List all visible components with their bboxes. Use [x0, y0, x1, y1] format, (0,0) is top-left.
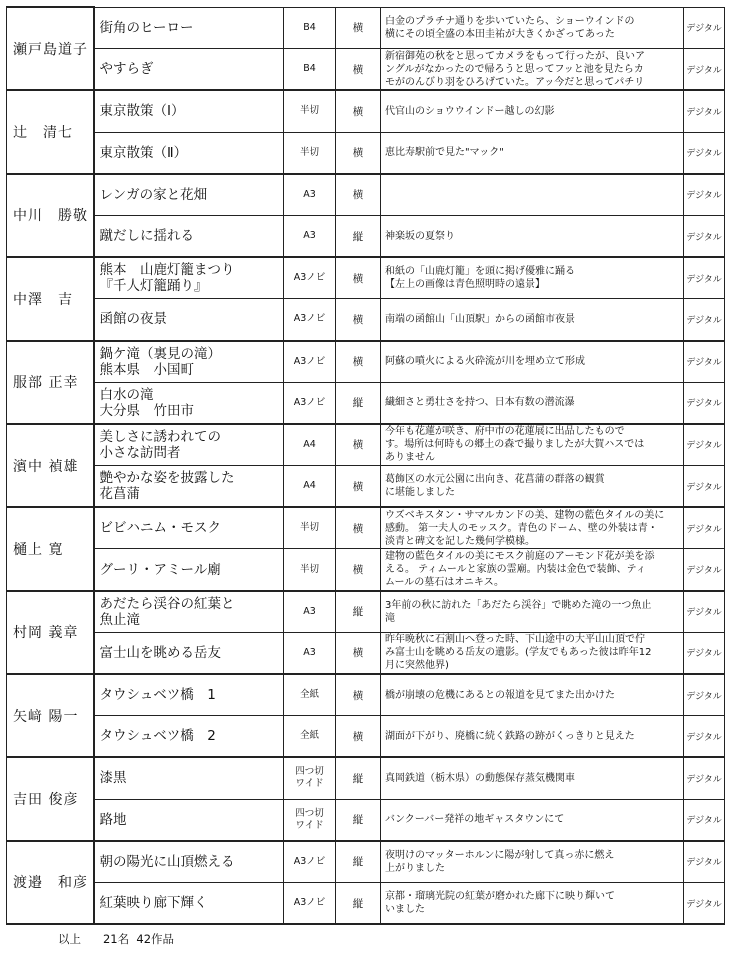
work-title [94, 257, 284, 299]
work-row [7, 49, 725, 91]
orientation: 横 [336, 174, 381, 216]
print-size-line: ワイド [295, 778, 324, 790]
work-description-line: 夜明けのマッターホルンに陽が射して真っ赤に燃え [385, 849, 615, 861]
work-description [381, 632, 684, 674]
work-row [7, 799, 725, 841]
medium-type: デジタル [684, 674, 725, 716]
medium-type: デジタル [684, 882, 725, 924]
orientation: 横 [336, 424, 381, 466]
print-size [284, 132, 336, 174]
work-description [381, 90, 684, 132]
work-title-line: あだたら渓谷の紅葉と [99, 595, 235, 612]
orientation: 縦 [336, 799, 381, 841]
author-name: 辻 清七 [7, 90, 94, 173]
orientation: 縦 [336, 382, 381, 424]
medium-type: デジタル [684, 7, 725, 49]
print-size [284, 799, 336, 841]
work-title-line: 花菖蒲 [99, 486, 140, 503]
work-title [94, 841, 284, 883]
work-description-line: ウズベキスタン・サマルカンドの美、建物の藍色タイルの美に [385, 509, 665, 521]
orientation: 横 [336, 299, 381, 341]
medium-type: デジタル [684, 466, 725, 508]
work-title-line: 魚止滝 [99, 611, 140, 628]
work-title [94, 632, 284, 674]
work-description-line: 恵比寿駅前で見た"マック" [385, 147, 504, 159]
print-size-line: ワイド [295, 819, 324, 831]
work-description-line: 代官山のショウウインドー越しの幻影 [385, 105, 555, 117]
work-title-line: 朝の陽光に山頂燃える [99, 853, 235, 870]
work-description-line: 昨年晩秋に石割山へ登った時、下山途中の大平山山頂で佇 [385, 634, 645, 646]
work-title-line: レンガの家と花畑 [99, 186, 208, 203]
work-row [7, 174, 725, 216]
print-size-line: A3 [303, 230, 316, 242]
work-description [381, 882, 684, 924]
print-size [284, 716, 336, 758]
work-description [381, 716, 684, 758]
print-size-line: 半切 [299, 146, 319, 158]
work-description [381, 257, 684, 299]
work-description [381, 215, 684, 257]
print-size-line: 全紙 [299, 689, 319, 701]
print-size-line: A3 [303, 188, 316, 200]
orientation: 横 [336, 549, 381, 591]
work-description-line: す。場所は何時もの郷土の森で撮りましたが大賀ハスでは [385, 439, 645, 451]
medium-type: デジタル [684, 716, 725, 758]
work-title-line: 熊本 山鹿灯籠まつり [99, 262, 235, 279]
orientation: 横 [336, 632, 381, 674]
medium-type: デジタル [684, 299, 725, 341]
print-size-line: B4 [303, 63, 316, 75]
author-name: 瀬戸島道子 [7, 7, 94, 90]
work-title-line: 街角のヒーロー [99, 19, 194, 36]
work-description [381, 49, 684, 91]
print-size [284, 7, 336, 49]
work-description [381, 341, 684, 383]
author-name: 樋上 寛 [7, 507, 94, 590]
footer-work-count: 42作品 [136, 932, 175, 946]
medium-type: デジタル [684, 382, 725, 424]
work-description-line: 繊細さと勇壮さを持つ、日本有数の潜流瀑 [385, 397, 575, 409]
print-size-line: A3ノビ [293, 272, 326, 284]
work-description-line: 月に突然他界) [385, 660, 449, 672]
work-title [94, 591, 284, 633]
print-size [284, 882, 336, 924]
orientation: 横 [336, 341, 381, 383]
work-row [7, 382, 725, 424]
medium-type: デジタル [684, 341, 725, 383]
work-title [94, 49, 284, 91]
work-description-line: ングルがなかったので帰ろうと思ってフッと池を見たらカ [385, 63, 644, 75]
work-title [94, 716, 284, 758]
medium-type: デジタル [684, 799, 725, 841]
orientation: 横 [336, 466, 381, 508]
work-description-line: 今年も花蓮が咲き、府中市の花蓮展に出品したもので [385, 426, 625, 438]
work-row [7, 341, 725, 383]
print-size [284, 424, 336, 466]
author-name: 吉田 俊彦 [7, 757, 94, 840]
print-size-line: 四つ切 [295, 766, 324, 778]
print-size [284, 549, 336, 591]
print-size [284, 591, 336, 633]
footer-summary [58, 931, 174, 947]
print-size-line: A3ノビ [293, 897, 326, 909]
work-title [94, 132, 284, 174]
work-title-line: 小さな訪問者 [99, 444, 181, 461]
footer-author-count: 21名 [102, 932, 130, 946]
work-row [7, 424, 725, 466]
print-size-line: A3ノビ [293, 313, 326, 325]
work-description-line: に堪能しました [385, 487, 455, 499]
work-title-line: 蹴だしに揺れる [99, 228, 194, 245]
print-size [284, 466, 336, 508]
work-description-line: 湖面が下がり、廃橋に続く鉄路の跡がくっきりと見えた [385, 730, 635, 742]
orientation: 横 [336, 674, 381, 716]
print-size [284, 90, 336, 132]
work-description [381, 299, 684, 341]
author-name: 村岡 義章 [7, 591, 94, 674]
work-row [7, 466, 725, 508]
work-description [381, 799, 684, 841]
print-size [284, 382, 336, 424]
print-size [284, 174, 336, 216]
work-description [381, 7, 684, 49]
work-description [381, 507, 684, 549]
work-description-line: 白金のプラチナ通りを歩いていたら、ショーウインドの [385, 15, 635, 27]
print-size-line: 半切 [299, 105, 319, 117]
work-description-line: 葛飾区の水元公園に出向き、花菖蒲の群落の観賞 [385, 474, 605, 486]
orientation: 縦 [336, 215, 381, 257]
print-size [284, 299, 336, 341]
medium-type: デジタル [684, 215, 725, 257]
work-title-line: やすらぎ [99, 61, 154, 78]
work-title [94, 341, 284, 383]
work-title-line: 路地 [99, 811, 127, 828]
print-size [284, 757, 336, 799]
work-description-line: 建物の藍色タイルの美にモスク前庭のアーモンド花が美を添 [385, 551, 655, 563]
work-description [381, 591, 684, 633]
work-description-line: 横にその頃全盛の本田圭祐が大きくかざってあった [385, 28, 615, 40]
work-title-line: 函館の夜景 [99, 311, 167, 328]
medium-type: デジタル [684, 549, 725, 591]
orientation: 横 [336, 7, 381, 49]
medium-type: デジタル [684, 424, 725, 466]
work-title [94, 90, 284, 132]
orientation: 横 [336, 49, 381, 91]
work-title-line: 東京散策（Ⅰ） [99, 103, 185, 120]
work-title [94, 757, 284, 799]
print-size [284, 49, 336, 91]
work-row [7, 549, 725, 591]
medium-type: デジタル [684, 632, 725, 674]
work-description-line: 南端の函館山「山頂駅」からの函館市夜景 [385, 313, 575, 325]
work-title [94, 424, 284, 466]
medium-type: デジタル [684, 591, 725, 633]
author-name: 服部 正幸 [7, 341, 94, 424]
work-description [381, 757, 684, 799]
work-description [381, 132, 684, 174]
work-title-line: 漆黒 [99, 770, 127, 787]
author-name: 濱中 禎雄 [7, 424, 94, 507]
author-name: 矢﨑 陽一 [7, 674, 94, 757]
print-size-line: 半切 [299, 563, 319, 575]
print-size [284, 632, 336, 674]
work-description-line: える。 ティムールと家族の霊廟。内装は金色で装飾、ティ [385, 564, 646, 576]
print-size [284, 674, 336, 716]
work-title [94, 799, 284, 841]
medium-type: デジタル [684, 90, 725, 132]
work-row [7, 591, 725, 633]
print-size-line: A3 [303, 646, 316, 658]
orientation: 縦 [336, 591, 381, 633]
print-size-line: A3ノビ [293, 396, 326, 408]
work-title [94, 507, 284, 549]
print-size-line: 半切 [299, 522, 319, 534]
print-size-line: A4 [303, 438, 316, 450]
work-title-line: 艶やかな姿を披露した [99, 470, 235, 487]
work-row [7, 882, 725, 924]
print-size-line: A3ノビ [293, 355, 326, 367]
orientation: 横 [336, 90, 381, 132]
work-title [94, 466, 284, 508]
work-row [7, 299, 725, 341]
author-name: 渡邉 和彦 [7, 841, 94, 924]
print-size-line: A3ノビ [293, 855, 326, 867]
work-title-line: 熊本県 小国町 [99, 361, 194, 378]
work-title-line: 紅葉映り廊下輝く [99, 895, 208, 912]
work-row [7, 757, 725, 799]
work-description-line: ムールの墓石はオニキス。 [385, 577, 504, 589]
work-title-line: ビビハニム・モスク [99, 520, 221, 537]
orientation: 横 [336, 507, 381, 549]
work-title-line: 鍋ケ滝（裏見の滝） [99, 345, 221, 362]
print-size [284, 507, 336, 549]
work-title [94, 549, 284, 591]
work-description [381, 841, 684, 883]
orientation: 横 [336, 132, 381, 174]
print-size-line: B4 [303, 21, 316, 33]
work-title-line: グーリ・アミール廟 [99, 561, 221, 578]
work-title-line: 美しさに誘われての [99, 428, 221, 445]
work-description-line: み富士山を眺める岳友の遺影。(学友でもあった彼は昨年12 [385, 647, 652, 659]
work-title-line: タウシュベツ橋 2 [99, 728, 216, 745]
works-table-body [7, 7, 725, 924]
work-row [7, 841, 725, 883]
work-description-line: 淡青と碑文を記した幾何学模様。 [385, 535, 535, 547]
print-size [284, 841, 336, 883]
print-size-line: 四つ切 [295, 807, 324, 819]
footer-closing: 以上 [58, 932, 81, 946]
print-size [284, 215, 336, 257]
work-title [94, 299, 284, 341]
print-size [284, 341, 336, 383]
work-description [381, 466, 684, 508]
medium-type: デジタル [684, 257, 725, 299]
work-description-line: バンクーバー発祥の地ギャスタウンにて [385, 814, 565, 826]
medium-type: デジタル [684, 49, 725, 91]
works-table [6, 6, 725, 925]
work-title-line: 大分県 竹田市 [99, 402, 194, 419]
work-row [7, 257, 725, 299]
work-row [7, 132, 725, 174]
work-description-line: ありません [385, 452, 435, 464]
work-description-line: 【左上の画像は青色照明時の遠景】 [385, 279, 545, 291]
work-title [94, 674, 284, 716]
print-size-line: A4 [303, 480, 316, 492]
medium-type: デジタル [684, 841, 725, 883]
medium-type: デジタル [684, 174, 725, 216]
work-row [7, 507, 725, 549]
medium-type: デジタル [684, 132, 725, 174]
medium-type: デジタル [684, 757, 725, 799]
orientation: 縦 [336, 757, 381, 799]
orientation: 横 [336, 257, 381, 299]
work-description-line: 神楽坂の夏祭り [385, 230, 455, 242]
work-description-line: 橋が崩壊の危機にあるとの報道を見てまた出かけた [385, 689, 615, 701]
author-name: 中澤 吉 [7, 257, 94, 340]
work-row [7, 7, 725, 49]
work-description [381, 382, 684, 424]
work-title-line: 富士山を眺める岳友 [99, 644, 221, 661]
work-title-line: 白水の滝 [99, 386, 154, 403]
work-description [381, 549, 684, 591]
work-row [7, 674, 725, 716]
work-title-line: 東京散策（Ⅱ） [99, 144, 188, 161]
work-description-line: 京都・瑠璃光院の紅葉が磨かれた廊下に映り輝いて [385, 891, 615, 903]
work-title [94, 215, 284, 257]
print-size [284, 257, 336, 299]
work-row [7, 90, 725, 132]
orientation: 縦 [336, 841, 381, 883]
work-title-line: 『千人灯籠踊り』 [99, 278, 208, 295]
work-description-line: 阿蘇の噴火による火砕流が川を埋め立て形成 [385, 356, 585, 368]
work-description-line: 感動。 第一夫人のモッスク。青色のドーム、壁の外装は青・ [385, 522, 658, 534]
orientation: 横 [336, 716, 381, 758]
work-description-line: 滝 [385, 612, 395, 624]
print-size-line: 全紙 [299, 730, 319, 742]
work-description-line: いました [385, 904, 425, 916]
print-size-line: A3 [303, 605, 316, 617]
work-title [94, 382, 284, 424]
work-title [94, 174, 284, 216]
medium-type: デジタル [684, 507, 725, 549]
work-row [7, 632, 725, 674]
work-description-line: モがのんびり羽をひろげていた。アッ今だと思ってパチリ [385, 76, 645, 88]
work-row [7, 215, 725, 257]
work-description-line: 新宿御苑の秋をと思ってカメラをもって行ったが、良いア [385, 50, 645, 62]
work-description-line: 上がりました [385, 862, 445, 874]
work-description-line: 真岡鉄道（栃木県）の動態保存蒸気機関車 [385, 772, 575, 784]
work-description [381, 424, 684, 466]
work-description [381, 174, 684, 216]
author-name: 中川 勝敬 [7, 174, 94, 257]
work-row [7, 716, 725, 758]
work-title-line: タウシュベツ橋 1 [99, 687, 216, 704]
orientation: 縦 [336, 882, 381, 924]
work-title [94, 882, 284, 924]
work-description-line: 3年前の秋に訪れた「あだたら渓谷」で眺めた滝の一つ魚止 [385, 599, 652, 611]
work-title [94, 7, 284, 49]
work-description [381, 674, 684, 716]
work-description-line: 和紙の「山鹿灯籠」を頭に掲げ優雅に踊る [385, 266, 575, 278]
